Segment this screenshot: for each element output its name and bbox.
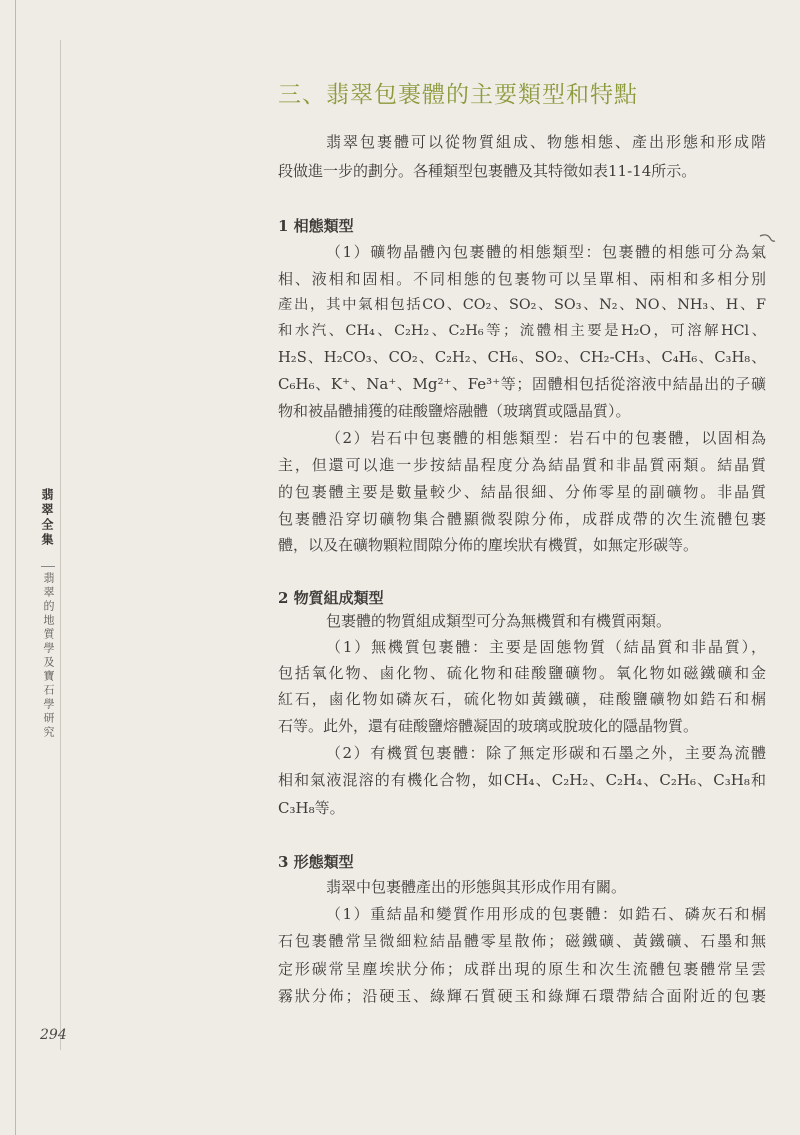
paragraph-line: 相和氣液混溶的有機化合物，如CH₄、C₂H₂、C₂H₄、C₂H₆、C₃H₈和: [278, 771, 766, 789]
paragraph-line: 石等。此外，還有硅酸鹽熔體凝固的玻璃或脫玻化的隱晶物質。: [278, 717, 699, 735]
paragraph-line: （1）無機質包裹體：主要是固態物質（結晶質和非晶質），: [326, 638, 766, 656]
paragraph-line: 霧狀分佈；沿硬玉、綠輝石質硬玉和綠輝石環帶結合面附近的包裹: [278, 987, 766, 1005]
paragraph-line: 段做進一步的劃分。各種類型包裹體及其特徵如表11-14所示。: [278, 162, 697, 180]
paragraph-line: 紅石，鹵化物如磷灰石，硫化物如黃鐵礦，硅酸鹽礦物如鋯石和榍: [278, 690, 766, 708]
paragraph-line: 定形碳常呈塵埃狀分佈；成群出現的原生和次生流體包裹體常呈雲: [278, 960, 766, 978]
subsection-heading: 2 物質組成類型: [278, 589, 384, 607]
paragraph-line: 的包裹體主要是數量較少、結晶很細、分佈零星的副礦物。非晶質: [278, 483, 766, 501]
paragraph-line: （2）有機質包裹體：除了無定形碳和石墨之外，主要為流體: [326, 744, 766, 762]
subsection-heading: 3 形態類型: [278, 853, 354, 871]
section-heading: 三、翡翠包裹體的主要類型和特點: [278, 82, 638, 108]
paragraph-line: 包裹體的物質組成類型可分為無機質和有機質兩類。: [326, 612, 672, 630]
paragraph-line: 物和被晶體捕獲的硅酸鹽熔融體（玻璃質或隱晶質）。: [278, 402, 631, 420]
paragraph-line: 包括氧化物、鹵化物、硫化物和硅酸鹽礦物。氧化物如磁鐵礦和金: [278, 664, 766, 682]
paragraph-line: C₃H₈等。: [278, 799, 345, 817]
subsection-heading: 1 相態類型: [278, 217, 354, 235]
page-number: 294: [40, 1027, 67, 1043]
paragraph-line: C₆H₆、K⁺、Na⁺、Mg²⁺、Fe³⁺等；固體相包括從溶液中結晶出的子礦: [278, 375, 766, 393]
paragraph-line: 主，但還可以進一步按結晶程度分為結晶質和非晶質兩類。結晶質: [278, 456, 766, 474]
paragraph-line: 翡翠中包裹體產出的形態與其形成作用有關。: [326, 878, 627, 896]
paragraph-line: 體，以及在礦物顆粒間隙分佈的塵埃狀有機質，如無定形碳等。: [278, 536, 699, 554]
page-edge-rule: [15, 0, 16, 1135]
paragraph-line: H₂S、H₂CO₃、CO₂、C₂H₂、CH₆、SO₂、CH₂-CH₃、C₄H₆、C₃H₈、: [278, 349, 766, 366]
running-book-title: 翡翠全集: [40, 488, 54, 548]
paragraph-line: （2）岩石中包裹體的相態類型：岩石中的包裹體，以固相為: [326, 429, 766, 447]
margin-rule: [60, 40, 61, 1050]
paragraph-line: 石包裹體常呈微細粒結晶體零星散佈；磁鐵礦、黃鐵礦、石墨和無: [278, 932, 766, 950]
paragraph-line: （1）重結晶和變質作用形成的包裹體：如鋯石、磷灰石和榍: [326, 905, 766, 923]
paragraph-line: 產出，其中氣相包括CO、CO₂、SO₂、SO₃、N₂、NO、NH₃、H、F: [278, 297, 766, 313]
running-chapter-title: 翡翠的地質學及寶石學研究: [42, 572, 55, 740]
paragraph-line: 相、液相和固相。不同相態的包裹物可以呈單相、兩相和多相分別: [278, 270, 766, 288]
paragraph-line: 和水汽、CH₄、C₂H₂、C₂H₆等；流體相主要是H₂O，可溶解HCl、: [278, 323, 766, 339]
running-title-separator: [41, 566, 55, 567]
paragraph-line: 包裹體沿穿切礦物集合體顯微裂隙分佈，成群成帶的次生流體包裹: [278, 510, 766, 528]
paragraph-line: 翡翠包裹體可以從物質組成、物態相態、產出形態和形成階: [326, 133, 766, 151]
paragraph-line: （1）礦物晶體內包裹體的相態類型：包裹體的相態可分為氣: [326, 243, 766, 261]
